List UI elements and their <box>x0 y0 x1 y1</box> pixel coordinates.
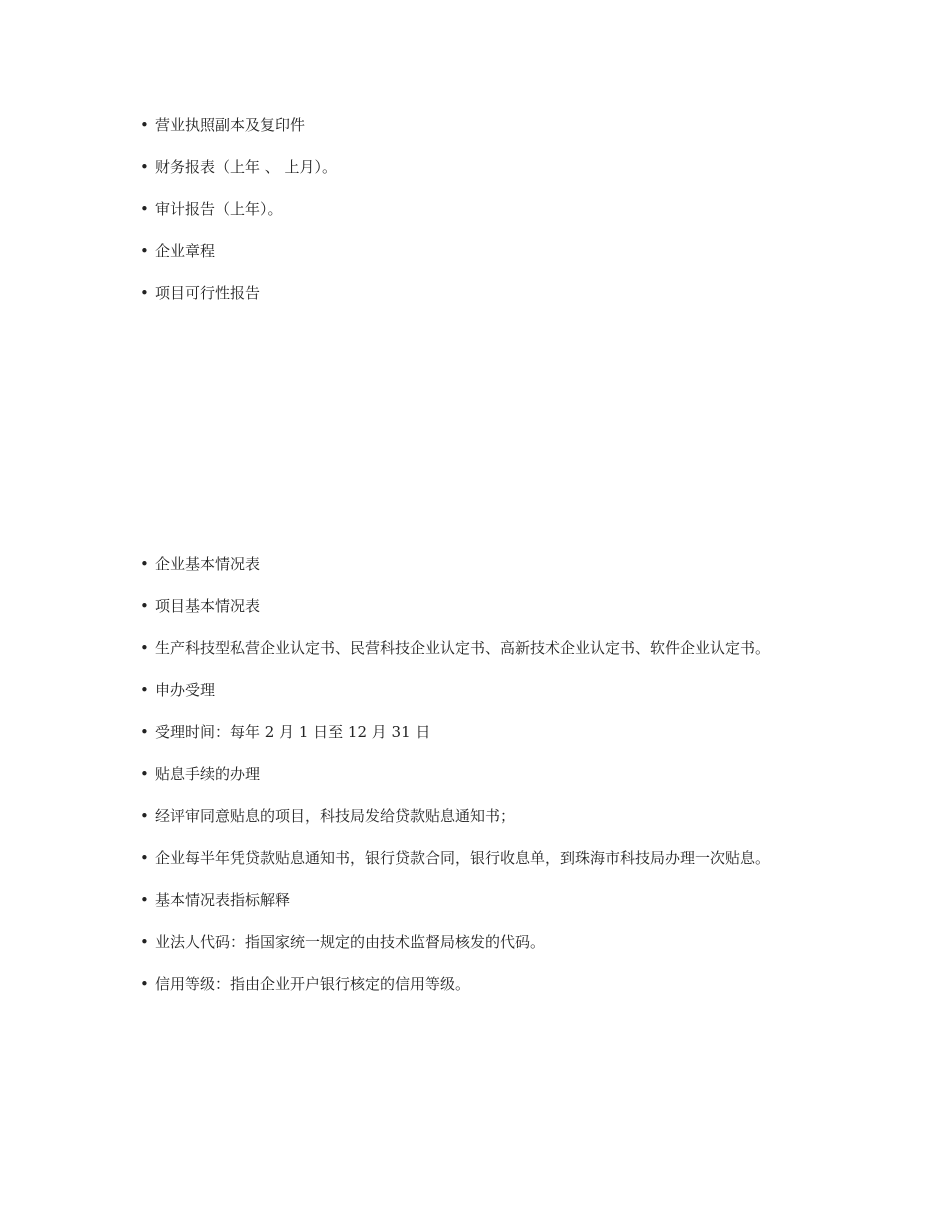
list-item <box>140 719 810 746</box>
bullet: • <box>140 639 149 657</box>
list-item <box>140 845 810 872</box>
list-item-text: 财务报表（上年 、 上月）。 <box>155 158 338 176</box>
list-item-text: 企业章程 <box>155 242 216 260</box>
bullet: • <box>140 807 149 825</box>
bullet: • <box>140 284 149 302</box>
list-item <box>140 761 810 788</box>
list-item <box>140 929 810 956</box>
bullet: • <box>140 891 149 909</box>
bullet: • <box>140 681 149 699</box>
list-item <box>140 635 810 662</box>
bullet: • <box>140 723 149 741</box>
bullet: • <box>140 975 149 993</box>
bullet: • <box>140 242 149 260</box>
bullet: • <box>140 200 149 218</box>
list-item-text: 生产科技型私营企业认定书、民营科技企业认定书、高新技术企业认定书、软件企业认定书。 <box>155 639 771 657</box>
list-item-text: 业法人代码：指国家统一规定的由技术监督局核发的代码。 <box>155 933 546 951</box>
list-item <box>140 196 810 223</box>
list-item <box>140 112 810 139</box>
list-item-text: 企业基本情况表 <box>155 555 261 573</box>
list-item-text: 项目可行性报告 <box>155 284 261 302</box>
bullet: • <box>140 597 149 615</box>
bullet: • <box>140 933 149 951</box>
list-item <box>140 280 810 307</box>
list-item <box>140 593 810 620</box>
procedure-list <box>140 551 810 1013</box>
list-item-text: 企业每半年凭贷款贴息通知书，银行贷款合同，银行收息单，到珠海市科技局办理一次贴息。 <box>155 849 771 867</box>
list-item <box>140 803 810 830</box>
list-item-text: 审计报告（上年）。 <box>155 200 283 218</box>
list-item <box>140 971 810 998</box>
list-item-text: 信用等级：指由企业开户银行核定的信用等级。 <box>155 975 471 993</box>
list-item-text: 受理时间：每年 2 月 1 日至 12 月 31 日 <box>155 723 431 741</box>
bullet: • <box>140 765 149 783</box>
list-item <box>140 238 810 265</box>
bullet: • <box>140 555 149 573</box>
list-item-text: 基本情况表指标解释 <box>155 891 291 909</box>
list-item <box>140 551 810 578</box>
list-item-text: 项目基本情况表 <box>155 597 261 615</box>
list-item <box>140 154 810 181</box>
requirements-list <box>140 112 810 322</box>
bullet: • <box>140 158 149 176</box>
list-item-text: 申办受理 <box>155 681 216 699</box>
list-item <box>140 677 810 704</box>
bullet: • <box>140 849 149 867</box>
list-item <box>140 887 810 914</box>
list-item-text: 经评审同意贴息的项目，科技局发给贷款贴息通知书； <box>155 807 516 825</box>
list-item-text: 贴息手续的办理 <box>155 765 261 783</box>
bullet: • <box>140 116 149 134</box>
list-item-text: 营业执照副本及复印件 <box>155 116 306 134</box>
